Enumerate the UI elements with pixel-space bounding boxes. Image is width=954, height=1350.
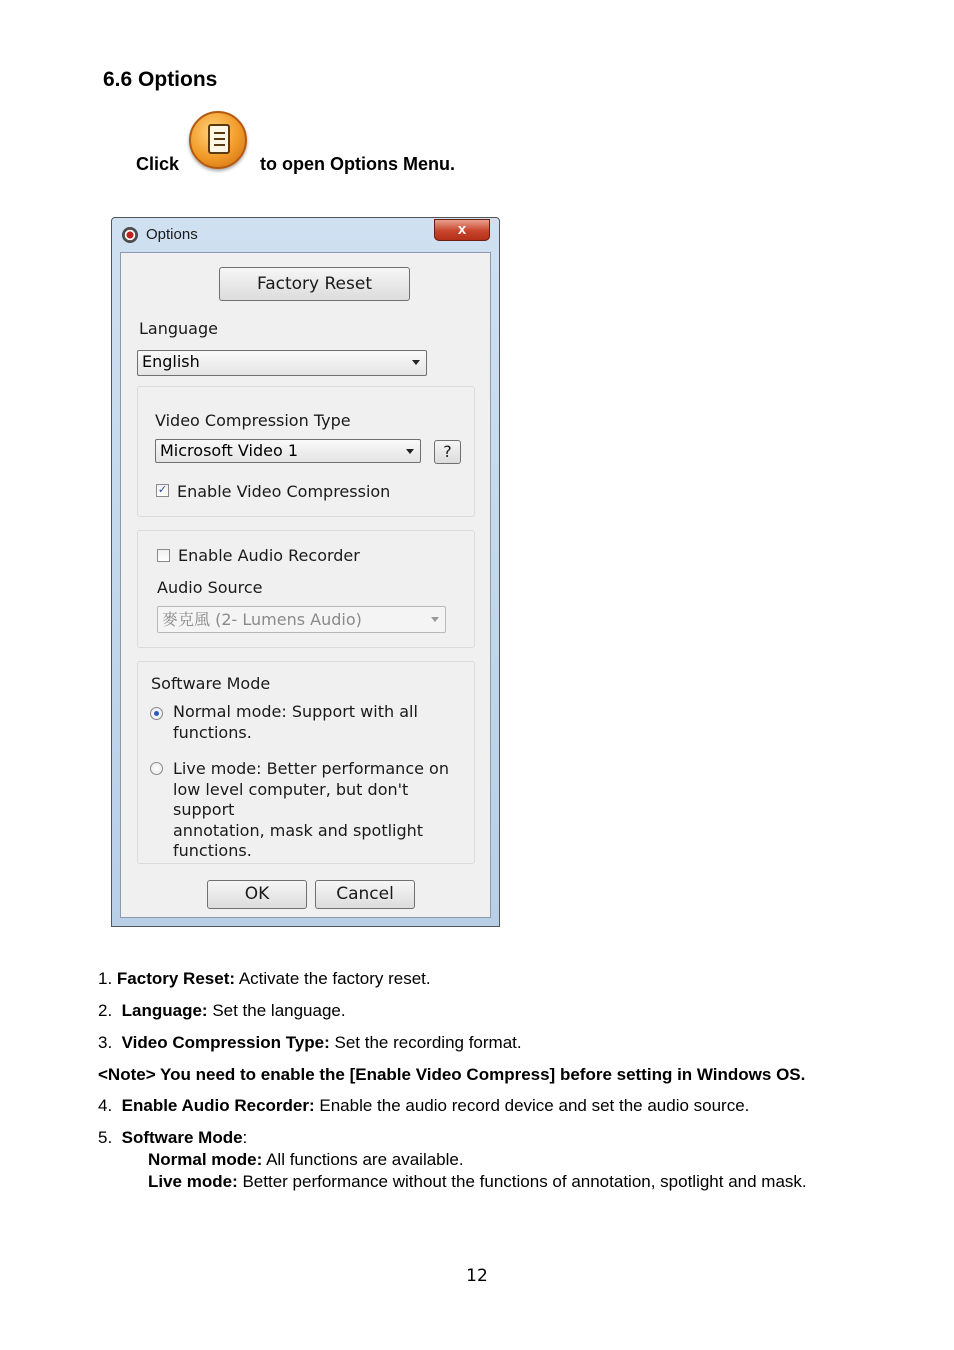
list-item: 4. Enable Audio Recorder: Enable the audio record device and set the audio source. [98, 1096, 750, 1115]
help-button[interactable]: ? [434, 440, 461, 464]
software-mode-label: Software Mode [151, 674, 271, 693]
live-mode-description: Live mode: Better performance without the functions of annotation, spotlight and mask. [148, 1172, 807, 1191]
video-compression-select[interactable] [155, 439, 421, 463]
dialog-titlebar[interactable] [112, 218, 499, 252]
normal-mode-description: Normal mode: All functions are available. [148, 1150, 464, 1169]
chevron-down-icon [406, 449, 414, 454]
factory-reset-button[interactable]: Factory Reset [219, 267, 410, 301]
audio-group [137, 530, 475, 648]
intro-rest-text: to open Options Menu. [260, 154, 455, 174]
cancel-button[interactable]: Cancel [315, 880, 415, 909]
list-item: 3. Video Compression Type: Set the recording format. [98, 1033, 522, 1052]
enable-audio-recorder-label[interactable]: Enable Audio Recorder [178, 546, 360, 565]
chevron-down-icon [431, 617, 439, 622]
enable-video-compression-label[interactable]: Enable Video Compression [177, 482, 391, 501]
audio-source-select[interactable] [157, 606, 446, 633]
section-heading: 6.6 Options [103, 68, 218, 91]
dialog-client-area [120, 252, 491, 918]
chevron-down-icon [412, 360, 420, 365]
normal-mode-radio[interactable] [150, 707, 163, 720]
audio-source-value: 麥克風 (2- Lumens Audio) [162, 610, 362, 629]
live-mode-text[interactable]: Live mode: Better performance on low level computer, but don't support annotation, mask and spotlight functions. [173, 759, 449, 860]
enable-video-compression-checkbox[interactable]: ✓ [157, 484, 168, 496]
audio-source-label: Audio Source [157, 578, 263, 597]
dialog-title: Options [146, 226, 198, 243]
normal-mode-text[interactable]: Normal mode: Support with all functions. [173, 702, 418, 742]
list-item: 5. Software Mode: [98, 1128, 248, 1147]
options-dialog [111, 217, 500, 927]
video-compression-value: Microsoft Video 1 [160, 441, 298, 460]
list-item: 2. Language: Set the language. [98, 1001, 346, 1020]
enable-audio-recorder-checkbox[interactable] [157, 549, 170, 562]
clipboard-icon [208, 124, 230, 154]
list-item: 1. Factory Reset: Activate the factory reset. [98, 969, 431, 988]
ok-button[interactable]: OK [207, 880, 307, 909]
close-button[interactable]: x [434, 219, 490, 241]
page-number: 12 [466, 1266, 488, 1286]
live-mode-radio[interactable] [150, 762, 163, 775]
app-icon [122, 227, 138, 243]
language-value: English [142, 352, 200, 371]
software-mode-group [137, 661, 475, 864]
video-compression-label: Video Compression Type [155, 411, 351, 430]
note-text: <Note> You need to enable the [Enable Video Compress] before setting in Windows OS. [98, 1065, 806, 1084]
language-select[interactable] [137, 350, 427, 376]
intro-click-text: Click [136, 154, 180, 174]
video-compression-group [137, 386, 475, 517]
options-clipboard-icon [189, 111, 247, 169]
language-label: Language [139, 319, 218, 338]
